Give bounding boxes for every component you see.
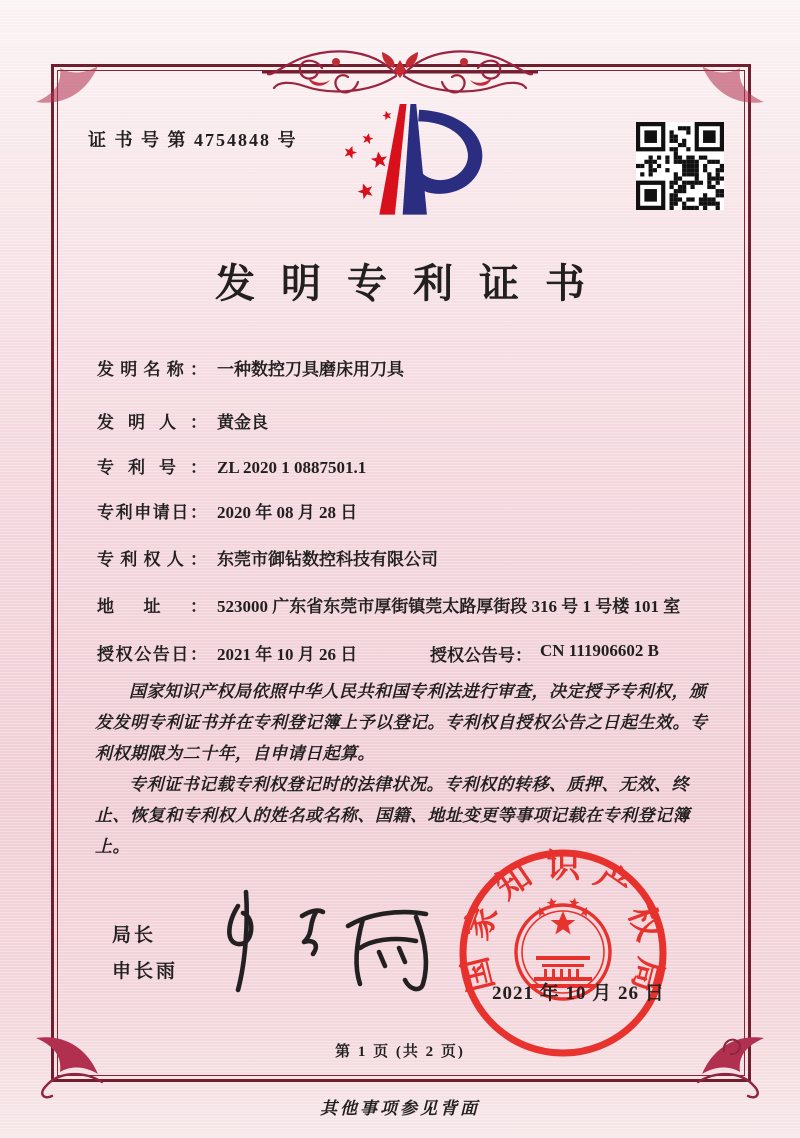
field-address bbox=[97, 593, 717, 620]
field-value: 2020 年 08 月 28 日 bbox=[217, 503, 358, 522]
corner-flourish-icon bbox=[694, 40, 772, 112]
field-label: 发明名称： bbox=[97, 360, 207, 379]
signature-script-icon bbox=[208, 886, 443, 998]
field-label: 授权公告号： bbox=[430, 646, 532, 665]
back-note: 其他事项参见背面 bbox=[320, 1099, 480, 1118]
field-patent-number bbox=[97, 454, 717, 481]
field-label: 专利权人： bbox=[97, 550, 207, 569]
field-invention-name bbox=[97, 356, 717, 383]
field-label: 授权公告日： bbox=[97, 645, 207, 664]
legal-paragraph: 专利证书记载专利权登记时的法律状况。专利权的转移、质押、无效、终止、恢复和专利权人的姓名或名称、国籍、地址变更等事项记载在专利登记簿上。 bbox=[95, 775, 690, 856]
field-grant-date bbox=[97, 641, 447, 668]
field-label: 专利申请日： bbox=[97, 503, 207, 522]
field-label: 专利号： bbox=[97, 458, 207, 477]
field-value: CN 111906602 B bbox=[540, 641, 660, 660]
field-label: 地址： bbox=[97, 597, 207, 616]
seal-date: 2021 年 10 月 26 日 bbox=[492, 983, 665, 1004]
qr-code bbox=[636, 122, 724, 210]
field-value: 523000 广东省东莞市厚街镇莞太路厚街段 316 号 1 号楼 101 室 bbox=[217, 597, 681, 616]
director-name: 申长雨 bbox=[112, 961, 179, 982]
seal-ring-text: 国家知识产权局 bbox=[456, 848, 669, 996]
field-application-date bbox=[97, 499, 717, 526]
field-value: 一种数控刀具磨床用刀具 bbox=[217, 360, 404, 379]
corner-flourish-icon bbox=[28, 40, 106, 112]
field-inventor bbox=[97, 409, 717, 436]
page-number: 第 1 页 (共 2 页) bbox=[335, 1044, 465, 1060]
corner-flourish-icon bbox=[694, 1028, 772, 1100]
field-value: 东莞市御钻数控科技有限公司 bbox=[217, 550, 438, 569]
legal-paragraph: 国家知识产权局依照中华人民共和国专利法进行审查，决定授予专利权，颁发发明专利证书并在专利登记簿上予以登记。专利权自授权公告之日起生效。专利权期限为二十年，自申请日起算。 bbox=[95, 682, 708, 763]
field-value: 黄金良 bbox=[217, 413, 268, 432]
official-seal-icon bbox=[456, 846, 670, 1060]
corner-flourish-icon bbox=[28, 1028, 106, 1100]
certificate-title: 发明专利证书 bbox=[215, 261, 611, 306]
cnipa-logo-icon bbox=[325, 98, 490, 238]
field-value: 2021 年 10 月 26 日 bbox=[217, 645, 358, 664]
certificate-number: 证 书 号 第 4754848 号 bbox=[88, 130, 298, 150]
field-grant-number bbox=[430, 641, 740, 666]
field-patentee bbox=[97, 546, 717, 573]
director-title: 局长 bbox=[112, 925, 157, 946]
field-label: 发明人： bbox=[97, 413, 207, 432]
top-border-ornament-icon bbox=[262, 38, 538, 104]
legal-text bbox=[95, 676, 709, 862]
field-value: ZL 2020 1 0887501.1 bbox=[217, 458, 367, 477]
